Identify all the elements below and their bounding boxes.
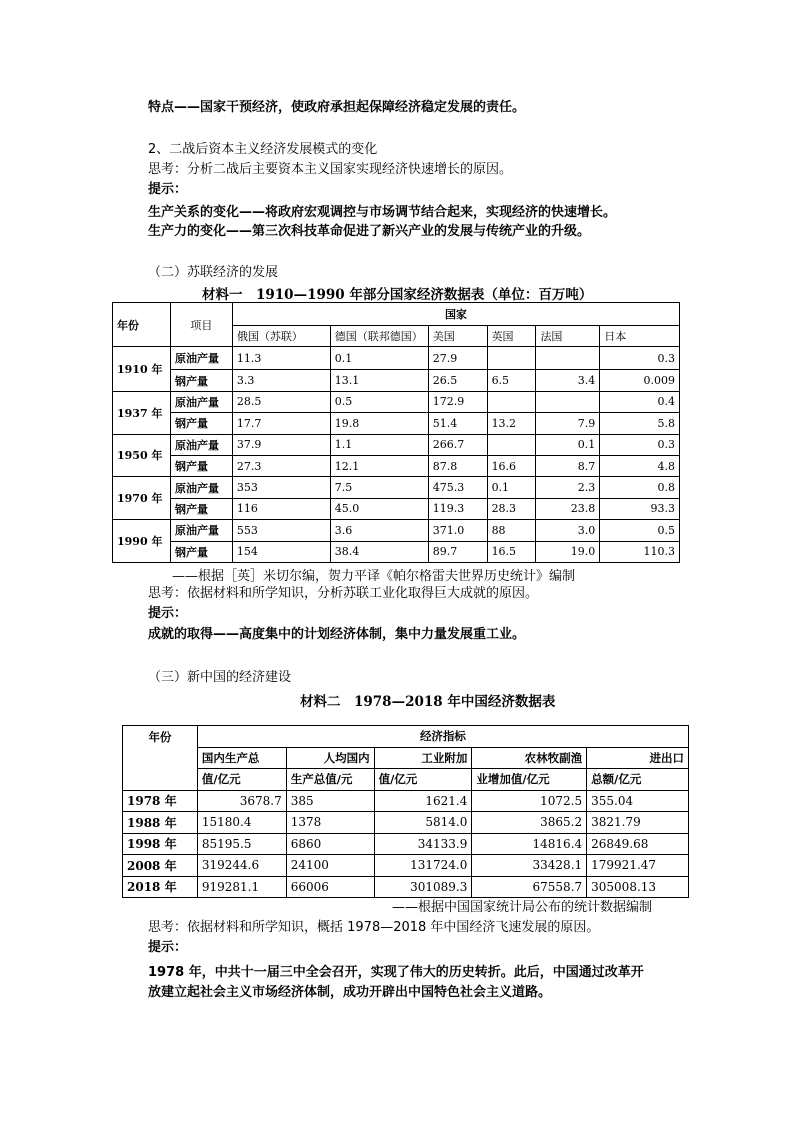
value-cell: 14816.4 (472, 833, 587, 855)
value-cell: 119.3 (428, 498, 487, 519)
value-cell: 385 (286, 790, 374, 812)
year-cell: 2008 年 (123, 855, 198, 877)
value-cell: 3.3 (232, 370, 330, 391)
country-header: 俄国（苏联） (232, 326, 330, 347)
country-header: 日本 (600, 326, 680, 347)
value-cell: 353 (232, 477, 330, 498)
table-row (113, 370, 680, 391)
value-cell: 88 (487, 520, 536, 541)
value-cell: 6860 (286, 833, 374, 855)
table-row (113, 347, 680, 370)
item-cell: 钢产量 (170, 541, 232, 562)
value-cell: 66006 (286, 876, 374, 898)
indicator-header-unit: 生产总值/元 (286, 769, 374, 791)
item-cell: 钢产量 (170, 498, 232, 519)
value-cell: 154 (232, 541, 330, 562)
value-cell: 13.2 (487, 413, 536, 434)
value-cell: 116 (232, 498, 330, 519)
table-row (113, 498, 680, 519)
china-heading: （三）新中国的经济建设 (148, 670, 292, 685)
table-row (113, 413, 680, 434)
col-header-country: 国家 (232, 303, 679, 326)
value-cell: 11.3 (232, 347, 330, 370)
value-cell: 0.5 (330, 391, 428, 412)
value-cell: 5814.0 (374, 812, 472, 834)
value-cell: 0.8 (600, 477, 680, 498)
year-cell: 2018 年 (123, 876, 198, 898)
item-cell: 钢产量 (170, 413, 232, 434)
value-cell (487, 347, 536, 370)
soviet-think: 思考：依据材料和所学知识，分析苏联工业化取得巨大成就的原因。 (148, 586, 539, 601)
value-cell: 0.1 (330, 347, 428, 370)
value-cell: 3.4 (536, 370, 600, 391)
value-cell (536, 347, 600, 370)
indicator-header: 进出口 (587, 747, 689, 769)
value-cell: 24100 (286, 855, 374, 877)
china-hint-label: 提示： (148, 940, 188, 955)
indicator-header-unit: 总额/亿元 (587, 769, 689, 791)
value-cell: 89.7 (428, 541, 487, 562)
indicator-header-unit: 值/亿元 (197, 769, 286, 791)
value-cell: 85195.5 (197, 833, 286, 855)
value-cell: 7.5 (330, 477, 428, 498)
value-cell: 1072.5 (472, 790, 587, 812)
value-cell: 51.4 (428, 413, 487, 434)
value-cell: 3678.7 (197, 790, 286, 812)
value-cell: 4.8 (600, 455, 680, 476)
value-cell: 27.3 (232, 455, 330, 476)
soviet-hint-label: 提示： (148, 606, 188, 621)
indicator-header-unit: 业增加值/亿元 (472, 769, 587, 791)
year-cell: 1970 年 (113, 477, 171, 520)
value-cell: 0.009 (600, 370, 680, 391)
indicator-header: 人均国内 (286, 747, 374, 769)
soviet-heading: （二）苏联经济的发展 (148, 265, 279, 280)
item-cell: 原油产量 (170, 520, 232, 541)
value-cell: 1378 (286, 812, 374, 834)
year-cell: 1937 年 (113, 391, 171, 434)
section2-hint-line2: 生产力的变化——第三次科技革命促进了新兴产业的发展与传统产业的升级。 (148, 224, 591, 239)
table-row (113, 477, 680, 498)
china-hint-line1: 1978 年，中共十一届三中全会召开，实现了伟大的历史转折。此后，中国通过改革开 (148, 965, 644, 980)
value-cell: 305008.13 (587, 876, 689, 898)
china-hint-line2: 放建立起社会主义市场经济体制，成功开辟出中国特色社会主义道路。 (148, 985, 552, 1000)
indicator-header: 国内生产总 (197, 747, 286, 769)
col-header-year: 年份 (123, 726, 198, 791)
value-cell: 17.7 (232, 413, 330, 434)
table-row (123, 812, 689, 834)
country-header: 美国 (428, 326, 487, 347)
section2-hint-line1: 生产关系的变化——将政府宏观调控与市场调节结合起来，实现经济的快速增长。 (148, 205, 617, 220)
value-cell: 3865.2 (472, 812, 587, 834)
col-header-indicators: 经济指标 (197, 726, 688, 748)
value-cell: 67558.7 (472, 876, 587, 898)
value-cell: 3.0 (536, 520, 600, 541)
value-cell: 319244.6 (197, 855, 286, 877)
value-cell (487, 391, 536, 412)
item-cell: 原油产量 (170, 477, 232, 498)
china-table-caption: 材料二 1978—2018 年中国经济数据表 (300, 694, 556, 710)
table-row (113, 541, 680, 562)
value-cell: 12.1 (330, 455, 428, 476)
value-cell: 1.1 (330, 434, 428, 455)
table-row (113, 434, 680, 455)
value-cell: 26.5 (428, 370, 487, 391)
soviet-table-caption: 材料一 1910—1990 年部分国家经济数据表（单位：百万吨） (202, 287, 593, 303)
value-cell: 919281.1 (197, 876, 286, 898)
value-cell: 26849.68 (587, 833, 689, 855)
value-cell: 301089.3 (374, 876, 472, 898)
item-cell: 原油产量 (170, 347, 232, 370)
value-cell: 1621.4 (374, 790, 472, 812)
value-cell: 0.4 (600, 391, 680, 412)
value-cell: 16.5 (487, 541, 536, 562)
value-cell: 2.3 (536, 477, 600, 498)
value-cell: 38.4 (330, 541, 428, 562)
china-data-table (122, 725, 689, 898)
table-row (123, 790, 689, 812)
year-cell: 1990 年 (113, 520, 171, 563)
value-cell: 475.3 (428, 477, 487, 498)
col-header-year: 年份 (113, 303, 171, 347)
value-cell: 37.9 (232, 434, 330, 455)
value-cell: 34133.9 (374, 833, 472, 855)
value-cell: 27.9 (428, 347, 487, 370)
col-header-item: 项目 (170, 303, 232, 347)
section2-think: 思考：分析二战后主要资本主义国家实现经济快速增长的原因。 (148, 162, 513, 177)
value-cell: 19.8 (330, 413, 428, 434)
table-row (123, 876, 689, 898)
value-cell: 23.8 (536, 498, 600, 519)
value-cell: 13.1 (330, 370, 428, 391)
value-cell: 87.8 (428, 455, 487, 476)
table-row (113, 455, 680, 476)
value-cell: 110.3 (600, 541, 680, 562)
year-cell: 1910 年 (113, 347, 171, 391)
table-row (123, 855, 689, 877)
soviet-hint-line: 成就的取得——高度集中的计划经济体制，集中力量发展重工业。 (148, 627, 526, 642)
value-cell: 3.6 (330, 520, 428, 541)
value-cell: 0.3 (600, 434, 680, 455)
item-cell: 钢产量 (170, 455, 232, 476)
value-cell: 3821.79 (587, 812, 689, 834)
value-cell: 0.5 (600, 520, 680, 541)
value-cell (536, 391, 600, 412)
value-cell: 355.04 (587, 790, 689, 812)
year-cell: 1998 年 (123, 833, 198, 855)
soviet-data-table (112, 302, 680, 563)
table-row (123, 833, 689, 855)
china-table-source: ——根据中国国家统计局公布的统计数据编制 (392, 900, 653, 915)
value-cell: 8.7 (536, 455, 600, 476)
year-cell: 1950 年 (113, 434, 171, 477)
value-cell: 5.8 (600, 413, 680, 434)
indicator-header-unit: 值/亿元 (374, 769, 472, 791)
value-cell: 19.0 (536, 541, 600, 562)
value-cell (487, 434, 536, 455)
section2-hint-label: 提示： (148, 182, 188, 197)
value-cell: 0.1 (536, 434, 600, 455)
soviet-table-source: ——根据［英］米切尔编，贺力平译《帕尔格雷夫世界历史统计》编制 (172, 569, 576, 584)
value-cell: 45.0 (330, 498, 428, 519)
year-cell: 1978 年 (123, 790, 198, 812)
item-cell: 钢产量 (170, 370, 232, 391)
country-header: 德国（联邦德国） (330, 326, 428, 347)
value-cell: 266.7 (428, 434, 487, 455)
country-header: 法国 (536, 326, 600, 347)
value-cell: 172.9 (428, 391, 487, 412)
value-cell: 0.3 (600, 347, 680, 370)
value-cell: 16.6 (487, 455, 536, 476)
value-cell: 0.1 (487, 477, 536, 498)
value-cell: 7.9 (536, 413, 600, 434)
indicator-header: 工业附加 (374, 747, 472, 769)
value-cell: 28.5 (232, 391, 330, 412)
china-think: 思考：依据材料和所学知识，概括 1978—2018 年中国经济飞速发展的原因。 (148, 920, 600, 935)
indicator-header: 农林牧副渔 (472, 747, 587, 769)
feature-line: 特点——国家干预经济，使政府承担起保障经济稳定发展的责任。 (148, 100, 526, 115)
value-cell: 553 (232, 520, 330, 541)
value-cell: 93.3 (600, 498, 680, 519)
value-cell: 28.3 (487, 498, 536, 519)
value-cell: 33428.1 (472, 855, 587, 877)
section2-heading: 2、二战后资本主义经济发展模式的变化 (148, 142, 378, 157)
value-cell: 131724.0 (374, 855, 472, 877)
value-cell: 371.0 (428, 520, 487, 541)
item-cell: 原油产量 (170, 434, 232, 455)
item-cell: 原油产量 (170, 391, 232, 412)
value-cell: 179921.47 (587, 855, 689, 877)
country-header: 英国 (487, 326, 536, 347)
table-row (113, 391, 680, 412)
table-row (113, 520, 680, 541)
year-cell: 1988 年 (123, 812, 198, 834)
value-cell: 6.5 (487, 370, 536, 391)
value-cell: 15180.4 (197, 812, 286, 834)
